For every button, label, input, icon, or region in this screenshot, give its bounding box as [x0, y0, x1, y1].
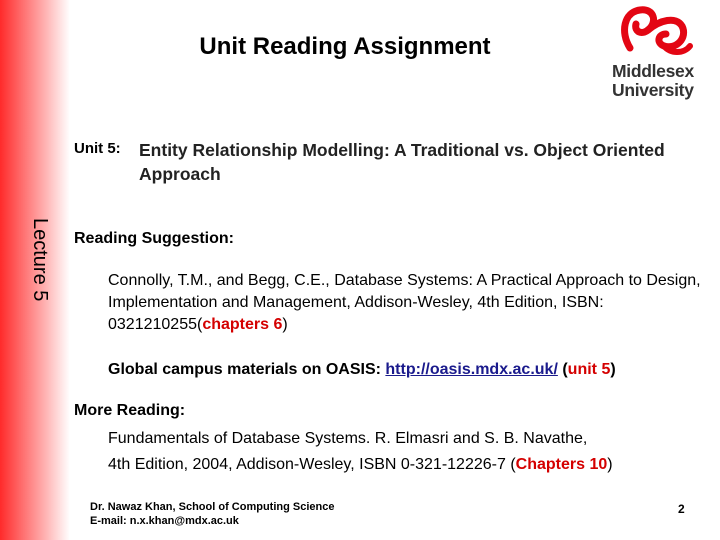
footer-author [90, 500, 334, 528]
unit-title: Entity Relationship Modelling: A Traditional vs. Object Oriented Approach [139, 140, 665, 184]
global-prefix: Global campus materials on OASIS: [108, 361, 386, 378]
reading-suggestion-heading: Reading Suggestion: [74, 230, 234, 247]
more-reading-heading: More Reading: [74, 402, 186, 419]
reference-connolly [108, 270, 708, 336]
footer-line-2: E-mail: n.x.khan@mdx.ac.uk [90, 515, 239, 527]
swirl-logo-icon [610, 2, 700, 60]
more-close: ) [607, 456, 613, 473]
reference-close: ) [282, 316, 288, 333]
more-reading-reference [108, 426, 708, 478]
logo-line-1: Middlesex [612, 61, 694, 81]
more-line-2: 4th Edition, 2004, Addison-Wesley, ISBN 0-321-12226-7 ( [108, 456, 516, 473]
footer-line-1: Dr. Nawaz Khan, School of Computing Science [90, 501, 335, 513]
reference-text: Connolly, T.M., and Begg, C.E., Database Systems: A Practical Approach to Design, Implementation and Management, Addison-Wesley, 4th Edition, ISBN: 0321210255( [108, 272, 701, 333]
page-number: 2 [678, 502, 685, 516]
university-logo [610, 2, 700, 104]
more-chapters: Chapters 10 [515, 456, 608, 473]
global-close: ) [610, 361, 616, 378]
page-title: Unit Reading Assignment [199, 33, 491, 60]
oasis-link[interactable]: http://oasis.mdx.ac.uk/ [385, 361, 558, 378]
unit-label: Unit 5: [74, 140, 121, 157]
global-campus-line [108, 359, 708, 381]
global-unit: unit 5 [567, 361, 611, 378]
more-line-1: Fundamentals of Database Systems. R. Elmasri and S. B. Navathe, [108, 430, 588, 447]
reference-chapters: chapters 6 [202, 316, 283, 333]
lecture-side-label: Lecture 5 [29, 218, 51, 302]
logo-line-2: University [612, 80, 694, 100]
global-open: ( [557, 361, 568, 378]
